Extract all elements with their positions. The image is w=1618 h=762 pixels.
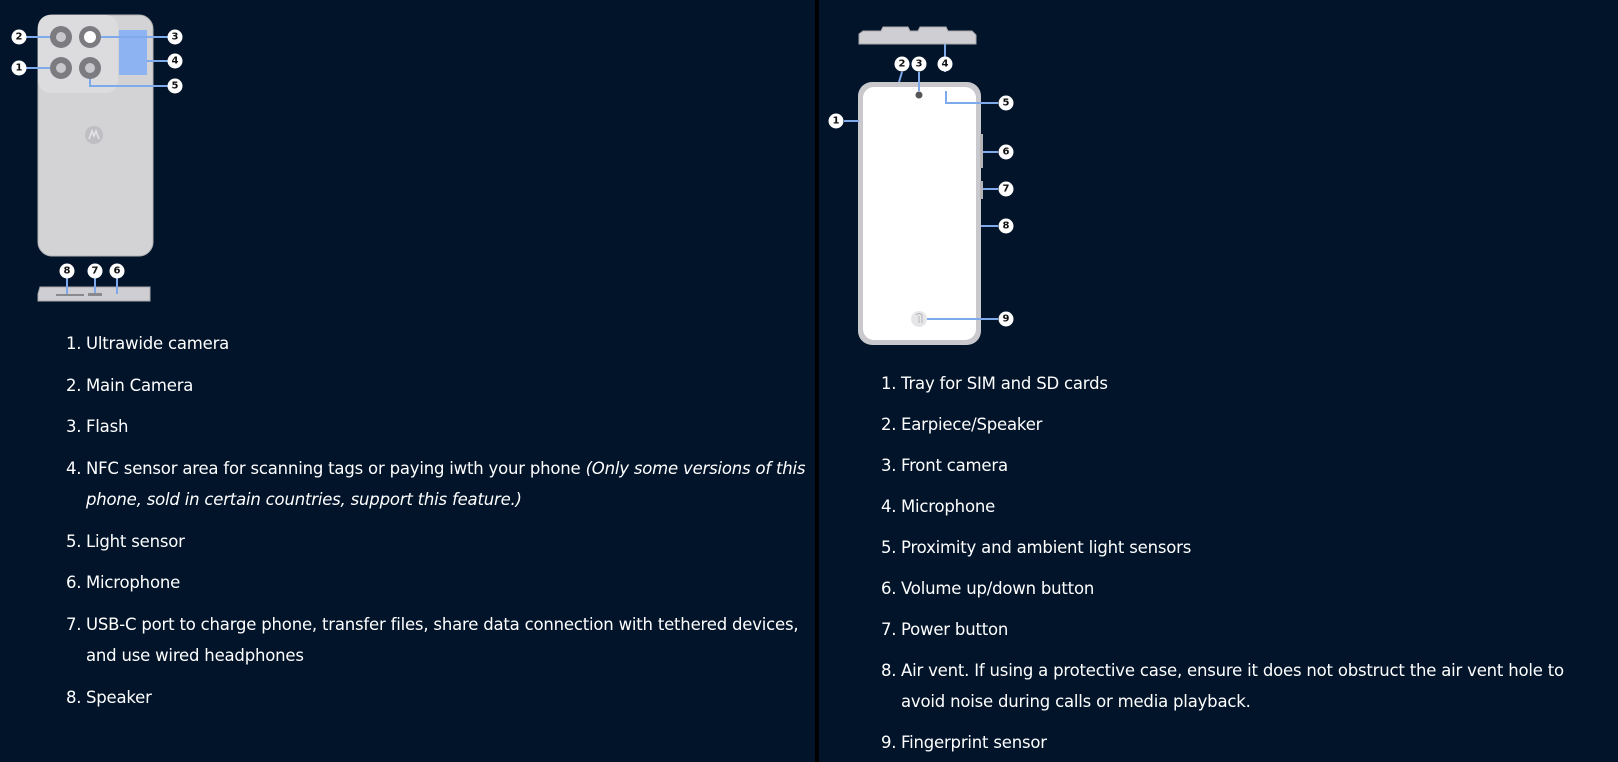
phone-front-diagram (819, 0, 1618, 350)
svg-text:4: 4 (171, 55, 179, 67)
list-item: 3. Front camera (881, 456, 1008, 475)
list-item: 8. Air vent. If using a protective case, ensure it does not obstruct the air vent hole to avoid noise during calls or media playback. (881, 661, 1564, 711)
svg-text:7: 7 (91, 265, 99, 277)
callout-3 (912, 57, 927, 72)
volume-button (980, 134, 983, 168)
list-item: 4. Microphone (881, 497, 996, 516)
feature-note: (Only some versions of this phone, sold in certain countries, support this feature.) (86, 458, 806, 509)
svg-text:5: 5 (1002, 97, 1010, 109)
svg-text:8: 8 (63, 265, 71, 277)
callout-7 (88, 264, 103, 279)
front-features-list (881, 368, 1611, 762)
callout-6 (110, 264, 125, 279)
svg-text:1: 1 (15, 62, 23, 74)
back-features-list (66, 328, 806, 723)
callout-2 (12, 30, 27, 45)
list-item: 2. Main Camera (66, 375, 194, 395)
callout-2 (895, 57, 910, 72)
list-item: 8. Speaker (66, 687, 152, 707)
callout-7 (999, 182, 1014, 197)
flash-led (84, 31, 96, 43)
phone-back-diagram (0, 0, 815, 310)
svg-text:3: 3 (915, 58, 923, 70)
list-item: 6. Volume up/down button (881, 579, 1095, 598)
callout-9 (999, 312, 1014, 327)
callout-5 (999, 96, 1014, 111)
list-item: 7. Power button (881, 620, 1009, 639)
svg-text:5: 5 (171, 80, 179, 92)
list-item: 4. NFC sensor area for scanning tags or paying iwth your phone (Only some versions of this phone, sold in certain countries, support this feature.) (66, 458, 806, 509)
svg-text:2: 2 (15, 31, 23, 43)
svg-text:7: 7 (1002, 183, 1010, 195)
callout-8 (60, 264, 75, 279)
power-button (980, 181, 983, 199)
front-camera (916, 92, 923, 99)
callout-1 (12, 61, 27, 76)
list-item: 5. Light sensor (66, 531, 185, 551)
list-item: 5. Proximity and ambient light sensors (881, 538, 1192, 557)
svg-text:1: 1 (832, 115, 840, 127)
callout-6 (999, 145, 1014, 160)
svg-text:2: 2 (898, 58, 906, 70)
list-item: 9. Fingerprint sensor (881, 733, 1047, 752)
callout-3 (168, 30, 183, 45)
list-item: 3. Flash (66, 417, 129, 436)
svg-text:6: 6 (113, 265, 121, 277)
svg-text:9: 9 (1002, 313, 1010, 325)
list-item: 1. Tray for SIM and SD cards (881, 374, 1108, 393)
phone-front-panel (819, 0, 1618, 762)
camera-island (38, 15, 118, 93)
phone-screen (863, 87, 976, 340)
callout-8 (999, 219, 1014, 234)
svg-text:3: 3 (171, 31, 179, 43)
phone-top-edge (859, 27, 976, 44)
callout-1 (829, 114, 844, 129)
list-item: 7. USB-C port to charge phone, transfer files, share data connection with tethered devices, and use wired headphones (66, 614, 799, 665)
svg-text:4: 4 (941, 58, 949, 70)
svg-text:8: 8 (1002, 220, 1010, 232)
list-item: 6. Microphone (66, 573, 181, 592)
callout-4 (938, 57, 953, 72)
callout-5 (168, 79, 183, 94)
list-item: 1. Ultrawide camera (66, 334, 230, 353)
svg-text:6: 6 (1002, 146, 1010, 158)
list-item: 2. Earpiece/Speaker (881, 415, 1043, 434)
callout-4 (168, 54, 183, 69)
